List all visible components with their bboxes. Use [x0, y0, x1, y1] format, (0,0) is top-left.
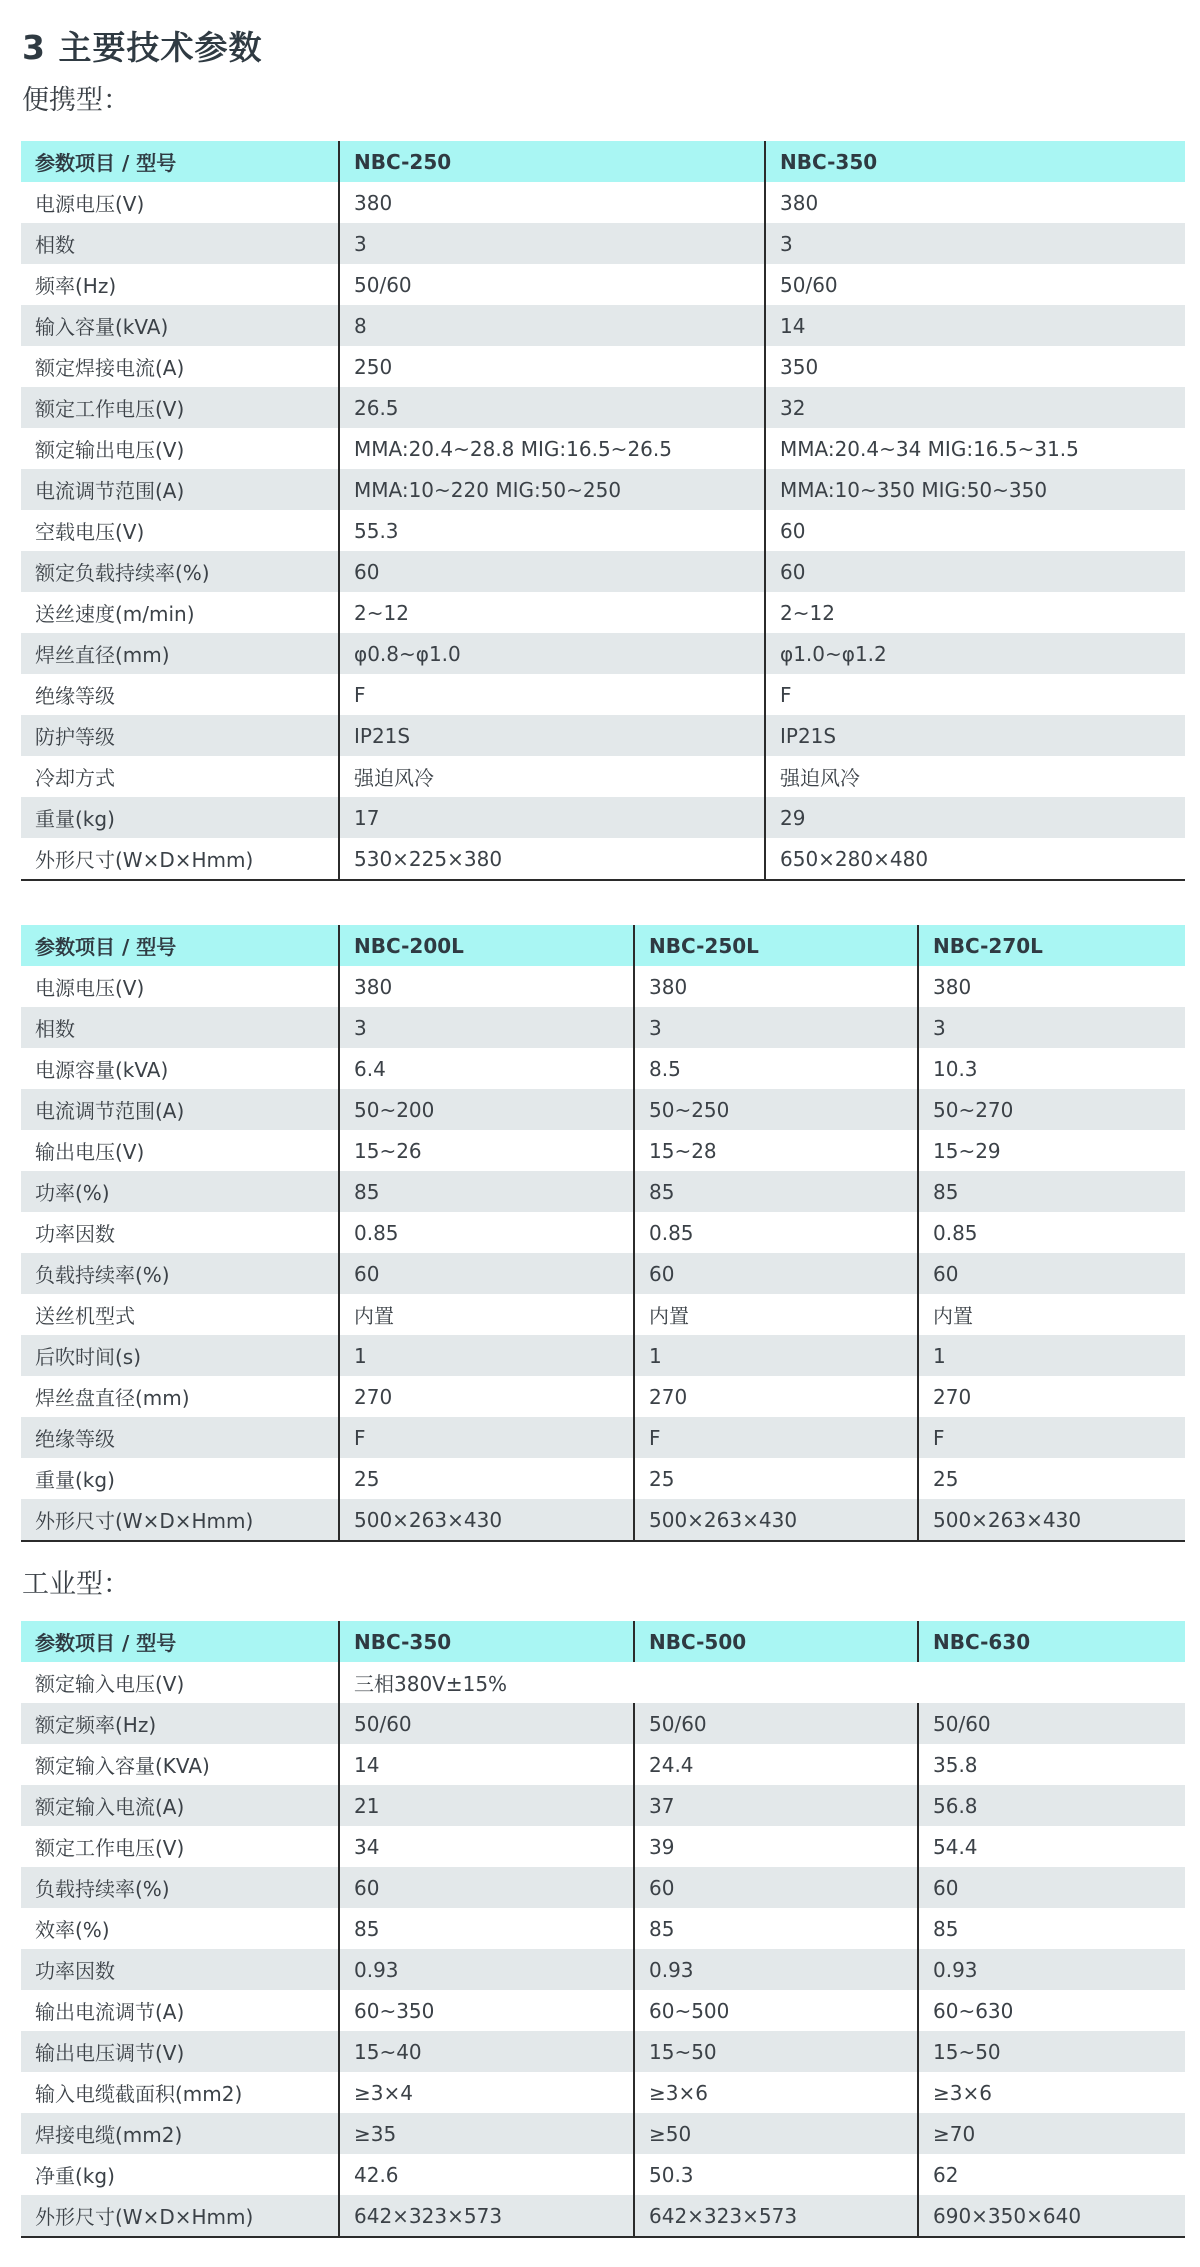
- param-value: 60~630: [918, 1990, 1185, 2031]
- param-value: 2~12: [765, 592, 1185, 633]
- table-row: [21, 633, 1185, 674]
- table-row: [21, 1212, 1185, 1253]
- param-name: 空载电压(V): [35, 520, 145, 544]
- table-row: [21, 1744, 1185, 1785]
- param-value: 3: [918, 1007, 1185, 1048]
- param-value: 3: [634, 1007, 918, 1048]
- param-name: 送丝机型式: [35, 1304, 135, 1328]
- param-value: F: [339, 1417, 634, 1458]
- param-value: 60~500: [634, 1990, 918, 2031]
- param-value: 85: [918, 1908, 1185, 1949]
- param-value: 60: [918, 1253, 1185, 1294]
- param-value: 0.93: [918, 1949, 1185, 1990]
- param-value: 三相380V±15%: [339, 1662, 1185, 1703]
- param-name: 电源容量(kVA): [35, 1058, 169, 1082]
- param-value: 强迫风冷: [765, 756, 1185, 797]
- param-value: 56.8: [918, 1785, 1185, 1826]
- param-value: 690×350×640: [918, 2195, 1185, 2237]
- param-value: 0.93: [634, 1949, 918, 1990]
- header-model: NBC-500: [634, 1621, 918, 1662]
- param-name: 输出电流调节(A): [35, 2000, 185, 2024]
- param-name: 净重(kg): [35, 2164, 115, 2188]
- header-model: NBC-630: [918, 1621, 1185, 1662]
- param-value: 250: [339, 346, 765, 387]
- param-name: 外形尺寸(W×D×Hmm): [21, 838, 339, 880]
- param-value: 3: [339, 223, 765, 264]
- portable-spec-table: [21, 141, 1185, 881]
- param-value: ≥3×4: [339, 2072, 634, 2113]
- param-name: 焊接电缆(mm2): [21, 2113, 339, 2154]
- param-value: F: [634, 1417, 918, 1458]
- param-value: 85: [918, 1171, 1185, 1212]
- param-value: 0.85: [634, 1212, 918, 1253]
- table-row: [21, 1867, 1185, 1908]
- header-model: NBC-350: [765, 141, 1185, 182]
- table-row: [21, 428, 1185, 469]
- header-row: [21, 925, 1185, 966]
- header-model: NBC-350: [339, 1621, 634, 1662]
- param-name: 送丝速度(m/min): [35, 602, 195, 626]
- param-value: 60~350: [339, 1990, 634, 2031]
- param-value: 642×323×573: [339, 2195, 634, 2237]
- param-value: 8.5: [634, 1048, 918, 1089]
- param-name: 额定工作电压(V): [21, 387, 339, 428]
- header-model: NBC-270L: [918, 925, 1185, 966]
- param-value: 15~50: [918, 2031, 1185, 2072]
- param-name: 额定负载持续率(%): [21, 551, 339, 592]
- table-row: [21, 346, 1185, 387]
- header-param-label: 参数项目 / 型号: [21, 1621, 339, 1662]
- param-name: 输入容量(kVA): [21, 305, 339, 346]
- param-value: F: [765, 674, 1185, 715]
- param-value: 50~200: [339, 1089, 634, 1130]
- param-value: 34: [339, 1826, 634, 1867]
- portable-l-spec-table: [21, 925, 1185, 1542]
- param-value: 50/60: [765, 264, 1185, 305]
- table-row: [21, 1908, 1185, 1949]
- table-row: [21, 2031, 1185, 2072]
- param-name: 额定输入容量(KVA): [35, 1754, 210, 1778]
- param-value: 350: [765, 346, 1185, 387]
- param-name: 重量(kg): [21, 797, 339, 838]
- param-value: 15~26: [339, 1130, 634, 1171]
- param-value: 26.5: [339, 387, 765, 428]
- table-row: [21, 838, 1185, 880]
- param-value: 1: [918, 1335, 1185, 1376]
- param-name: 外形尺寸(W×D×Hmm): [21, 1499, 339, 1541]
- param-value: 50.3: [634, 2154, 918, 2195]
- param-value: 0.85: [918, 1212, 1185, 1253]
- param-name: 负载持续率(%): [21, 1253, 339, 1294]
- table-row: [21, 469, 1185, 510]
- param-value: 55.3: [339, 510, 765, 551]
- param-name: 输出电压调节(V): [21, 2031, 339, 2072]
- table-row: [21, 551, 1185, 592]
- param-value: 0.93: [339, 1949, 634, 1990]
- param-value: 10.3: [918, 1048, 1185, 1089]
- param-name: 防护等级: [21, 715, 339, 756]
- table-row: [21, 264, 1185, 305]
- param-value: 21: [339, 1785, 634, 1826]
- param-value: 530×225×380: [339, 838, 765, 880]
- table-row: [21, 2113, 1185, 2154]
- table-row: [21, 305, 1185, 346]
- param-name: 额定频率(Hz): [21, 1703, 339, 1744]
- param-value: 内置: [634, 1294, 918, 1335]
- param-name: 电流调节范围(A): [21, 469, 339, 510]
- table-row: [21, 1499, 1185, 1541]
- header-row: [21, 141, 1185, 182]
- param-name: 电源电压(V): [35, 192, 145, 216]
- param-name: 电源电压(V): [35, 976, 145, 1000]
- section-portable-heading: 便携型：: [22, 85, 130, 116]
- param-name: 频率(Hz): [35, 274, 117, 298]
- table-row: [21, 966, 1185, 1007]
- param-value: 14: [339, 1744, 634, 1785]
- param-name: 相数: [21, 223, 339, 264]
- page-title: 3 主要技术参数: [22, 28, 263, 67]
- param-value: 2~12: [339, 592, 765, 633]
- param-value: 85: [634, 1908, 918, 1949]
- param-value: 35.8: [918, 1744, 1185, 1785]
- table-row: [21, 1703, 1185, 1744]
- table-row: [21, 387, 1185, 428]
- table-row: [21, 1417, 1185, 1458]
- param-value: 15~29: [918, 1130, 1185, 1171]
- table-row: [21, 1335, 1185, 1376]
- param-name: 负载持续率(%): [21, 1867, 339, 1908]
- param-value: 85: [339, 1908, 634, 1949]
- param-value: ≥3×6: [634, 2072, 918, 2113]
- param-value: 62: [918, 2154, 1185, 2195]
- header-param-label: 参数项目 / 型号: [21, 141, 339, 182]
- param-value: 85: [339, 1171, 634, 1212]
- param-value: 380: [339, 182, 765, 223]
- param-value: MMA:20.4~28.8 MIG:16.5~26.5: [339, 428, 765, 469]
- param-name: 重量(kg): [35, 1468, 115, 1492]
- param-value: 60: [765, 510, 1185, 551]
- param-value: 32: [765, 387, 1185, 428]
- param-value: 50~270: [918, 1089, 1185, 1130]
- header-model: NBC-250L: [634, 925, 918, 966]
- param-value: IP21S: [765, 715, 1185, 756]
- param-value: 8: [339, 305, 765, 346]
- header-model: NBC-250: [339, 141, 765, 182]
- param-value: 642×323×573: [634, 2195, 918, 2237]
- table-row: [21, 2072, 1185, 2113]
- table-row: [21, 1171, 1185, 1212]
- table-row: [21, 1089, 1185, 1130]
- param-value: 500×263×430: [918, 1499, 1185, 1541]
- param-value: 500×263×430: [634, 1499, 918, 1541]
- param-value: 15~50: [634, 2031, 918, 2072]
- param-value: 54.4: [918, 1826, 1185, 1867]
- param-value: 25: [339, 1458, 634, 1499]
- param-value: 270: [918, 1376, 1185, 1417]
- header-row: [21, 1621, 1185, 1662]
- param-name: 冷却方式: [35, 766, 115, 790]
- param-name: 效率(%): [35, 1918, 110, 1942]
- table-row: [21, 1048, 1185, 1089]
- param-value: 50/60: [339, 1703, 634, 1744]
- header-model: NBC-200L: [339, 925, 634, 966]
- param-value: ≥3×6: [918, 2072, 1185, 2113]
- param-value: ≥35: [339, 2113, 634, 2154]
- param-name: 绝缘等级: [21, 1417, 339, 1458]
- param-value: 50/60: [339, 264, 765, 305]
- table-row: [21, 2154, 1185, 2195]
- param-value: 37: [634, 1785, 918, 1826]
- param-value: 内置: [918, 1294, 1185, 1335]
- table-row: [21, 1130, 1185, 1171]
- param-value: φ0.8~φ1.0: [339, 633, 765, 674]
- table-row: [21, 1253, 1185, 1294]
- param-value: 17: [339, 797, 765, 838]
- table-row: [21, 756, 1185, 797]
- param-value: 25: [634, 1458, 918, 1499]
- param-value: 380: [339, 966, 634, 1007]
- section-industrial-heading: 工业型：: [22, 1569, 130, 1600]
- param-name: 额定工作电压(V): [35, 1836, 185, 1860]
- table-row: [21, 797, 1185, 838]
- param-value: 270: [634, 1376, 918, 1417]
- param-name: 输入电缆截面积(mm2): [35, 2082, 243, 2106]
- param-value: 60: [339, 1253, 634, 1294]
- param-name: 功率因数: [21, 1949, 339, 1990]
- param-name: 焊丝直径(mm): [21, 633, 339, 674]
- table-row: [21, 510, 1185, 551]
- table-row: [21, 1007, 1185, 1048]
- param-value: 380: [765, 182, 1185, 223]
- param-value: φ1.0~φ1.2: [765, 633, 1185, 674]
- param-value: 6.4: [339, 1048, 634, 1089]
- param-value: 60: [634, 1867, 918, 1908]
- table-row: [21, 1826, 1185, 1867]
- param-value: 42.6: [339, 2154, 634, 2195]
- param-value: MMA:20.4~34 MIG:16.5~31.5: [765, 428, 1185, 469]
- param-value: 380: [634, 966, 918, 1007]
- param-value: 内置: [339, 1294, 634, 1335]
- param-value: 270: [339, 1376, 634, 1417]
- param-value: ≥70: [918, 2113, 1185, 2154]
- param-value: 50/60: [918, 1703, 1185, 1744]
- param-value: 39: [634, 1826, 918, 1867]
- table-row: [21, 1376, 1185, 1417]
- table-row: [21, 592, 1185, 633]
- table-row: [21, 715, 1185, 756]
- industrial-spec-table: [21, 1621, 1185, 2238]
- param-name: 额定输入电流(A): [21, 1785, 339, 1826]
- header-param-label: 参数项目 / 型号: [21, 925, 339, 966]
- param-name: 相数: [21, 1007, 339, 1048]
- param-value: 25: [918, 1458, 1185, 1499]
- param-name: 额定输入电压(V): [35, 1672, 185, 1696]
- param-name: 输出电压(V): [35, 1140, 145, 1164]
- param-name: 功率因数: [35, 1222, 115, 1246]
- param-value: MMA:10~350 MIG:50~350: [765, 469, 1185, 510]
- param-value: 60: [765, 551, 1185, 592]
- param-name: 焊丝盘直径(mm): [35, 1386, 190, 1410]
- param-value: 强迫风冷: [339, 756, 765, 797]
- table-row: [21, 182, 1185, 223]
- param-value: F: [339, 674, 765, 715]
- param-value: F: [918, 1417, 1185, 1458]
- param-value: 60: [339, 1867, 634, 1908]
- param-value: 1: [339, 1335, 634, 1376]
- param-value: 15~40: [339, 2031, 634, 2072]
- param-value: 60: [339, 551, 765, 592]
- table-row: [21, 1990, 1185, 2031]
- param-value: 24.4: [634, 1744, 918, 1785]
- param-value: IP21S: [339, 715, 765, 756]
- param-value: 3: [339, 1007, 634, 1048]
- param-value: 3: [765, 223, 1185, 264]
- table-row: [21, 223, 1185, 264]
- param-name: 电流调节范围(A): [21, 1089, 339, 1130]
- param-name: 功率(%): [21, 1171, 339, 1212]
- param-value: MMA:10~220 MIG:50~250: [339, 469, 765, 510]
- table-row: [21, 1785, 1185, 1826]
- param-value: 50/60: [634, 1703, 918, 1744]
- param-value: 50~250: [634, 1089, 918, 1130]
- table-row: [21, 1458, 1185, 1499]
- param-name: 额定焊接电流(A): [35, 356, 185, 380]
- table-row: [21, 1662, 1185, 1703]
- param-name: 绝缘等级: [35, 684, 115, 708]
- param-value: 650×280×480: [765, 838, 1185, 880]
- table-row: [21, 674, 1185, 715]
- param-value: 60: [918, 1867, 1185, 1908]
- table-row: [21, 2195, 1185, 2237]
- table-row: [21, 1949, 1185, 1990]
- param-name: 外形尺寸(W×D×Hmm): [21, 2195, 339, 2237]
- param-value: 500×263×430: [339, 1499, 634, 1541]
- param-value: 14: [765, 305, 1185, 346]
- table-row: [21, 1294, 1185, 1335]
- param-value: 1: [634, 1335, 918, 1376]
- param-value: 380: [918, 966, 1185, 1007]
- param-value: 0.85: [339, 1212, 634, 1253]
- param-value: 85: [634, 1171, 918, 1212]
- param-name: 额定输出电压(V): [35, 438, 185, 462]
- param-value: ≥50: [634, 2113, 918, 2154]
- param-value: 60: [634, 1253, 918, 1294]
- param-value: 15~28: [634, 1130, 918, 1171]
- param-value: 29: [765, 797, 1185, 838]
- param-name: 后吹时间(s): [21, 1335, 339, 1376]
